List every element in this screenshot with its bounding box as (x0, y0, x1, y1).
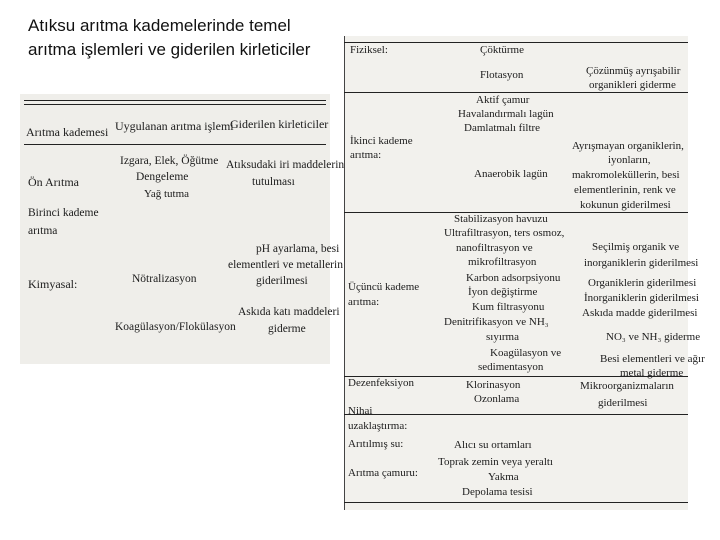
pollutant-item: İnorganiklerin giderilmesi (584, 292, 699, 304)
nihai-row-value: Depolama tesisi (462, 486, 533, 498)
process-item: Yağ tutma (144, 188, 190, 200)
process-item: Anaerobik lagün (474, 168, 548, 180)
table-rule (344, 42, 688, 43)
process-item: Klorinasyon (466, 379, 521, 391)
pollutant-item: elementleri ve metallerin (228, 259, 343, 271)
process-item: Dengeleme (136, 171, 189, 183)
process-item: sıyırma (486, 331, 519, 343)
stage-birinci: Birinci kademe (28, 207, 99, 219)
pollutant-item: elementlerinin, renk ve (574, 184, 676, 196)
pollutant-item: Ayrışmayan organiklerin, (572, 140, 684, 152)
stage-dezenfeksiyon: Dezenfeksiyon (348, 377, 414, 389)
pollutant-item: tutulması (252, 176, 295, 188)
stage-ikinci: İkinci kademe (350, 135, 413, 147)
nihai-row-label: Arıtılmış su: (348, 438, 404, 450)
process-item: nanofiltrasyon ve (456, 242, 533, 254)
pollutant-item: makromoleküllerin, besi (572, 169, 680, 181)
process-item: Havalandırmalı lagün (458, 108, 554, 120)
slide-title: Atıksu arıtma kademelerinde temel arıtma işlemleri ve giderilen kirleticiler (28, 16, 311, 59)
pollutant-item: organikleri giderme (589, 79, 676, 91)
pollutant-item: inorganiklerin giderilmesi (584, 257, 699, 269)
table-rule (24, 100, 326, 101)
stage-ikinci: arıtma: (350, 149, 382, 161)
process-item: Ultrafiltrasyon, ters osmoz, (444, 227, 565, 239)
pollutant-item: giderme (268, 323, 306, 335)
nihai-row-value: Toprak zemin veya yeraltı (438, 456, 553, 468)
stage-ucuncu: Üçüncü kademe (348, 281, 420, 293)
table-rule (24, 104, 326, 105)
nihai-row-value: Alıcı su ortamları (454, 439, 532, 451)
pollutant-item: metal giderme (620, 367, 684, 379)
scanned-table-left (20, 94, 345, 364)
process-item: mikrofiltrasyon (468, 256, 537, 268)
process-item: Izgara, Elek, Öğütme (120, 155, 219, 167)
process-item: sedimentasyon (478, 361, 544, 373)
header-stage: Arıtma kademesi (26, 125, 109, 139)
table-rule (344, 92, 688, 93)
pollutant-item: Seçilmiş organik ve (592, 241, 680, 253)
pollutant-item: pH ayarlama, besi (256, 243, 340, 255)
stage-nihai: Nihai (348, 405, 373, 417)
stage-ucuncu: arıtma: (348, 296, 380, 308)
table-border (344, 36, 345, 510)
pollutant-item: Organiklerin giderilmesi (588, 277, 697, 289)
process-item: Çöktürme (480, 44, 524, 56)
pollutant-item: Besi elementleri ve ağır (600, 353, 705, 365)
process-item: Nötralizasyon (132, 273, 197, 285)
process-item: Stabilizasyon havuzu (454, 213, 548, 225)
pollutant-item: giderilmesi (598, 397, 648, 409)
process-item: Ozonlama (474, 393, 520, 405)
header-pollutant: Giderilen kirleticiler (230, 117, 329, 131)
pollutant-item: giderilmesi (256, 275, 308, 287)
pollutant-item: NO₃ ve NH₃ giderme (606, 331, 701, 343)
process-item: Koagülasyon ve (490, 347, 562, 359)
pollutant-item: iyonların, (608, 154, 651, 166)
process-item: Koagülasyon/Flokülasyon (115, 321, 236, 333)
stage-on-aritma: Ön Arıtma (28, 175, 79, 189)
nihai-row-label: Arıtma çamuru: (348, 467, 418, 479)
stage-kimyasal: Kimyasal: (28, 277, 78, 291)
pollutant-item: Atıksudaki iri maddelerin (226, 159, 345, 171)
nihai-row-value: Yakma (488, 471, 519, 483)
header-process: Uygulanan arıtma işlemi (115, 119, 234, 133)
table-rule (344, 414, 688, 415)
process-item: İyon değiştirme (468, 286, 538, 298)
pollutant-item: Askıda madde giderilmesi (582, 307, 698, 319)
table-rule (344, 502, 688, 503)
process-item: Aktif çamur (476, 94, 530, 106)
scanned-table-right (344, 36, 705, 510)
process-item: Flotasyon (480, 69, 524, 81)
stage-birinci: arıtma (28, 225, 58, 237)
process-item: Denitrifikasyon ve NH₃ (444, 316, 549, 328)
stage-fiziksel: Fiziksel: (350, 44, 388, 56)
process-item: Kum filtrasyonu (472, 301, 545, 313)
pollutant-item: Mikroorganizmaların (580, 380, 674, 392)
stage-nihai: uzaklaştırma: (348, 420, 408, 432)
pollutant-item: Askıda katı maddeleri (238, 306, 340, 318)
process-item: Damlatmalı filtre (464, 122, 541, 134)
process-item: Karbon adsorpsiyonu (466, 272, 561, 284)
table-rule (24, 144, 326, 145)
pollutant-item: Çözünmüş ayrışabilir (586, 65, 681, 77)
pollutant-item: kokunun giderilmesi (580, 199, 671, 211)
